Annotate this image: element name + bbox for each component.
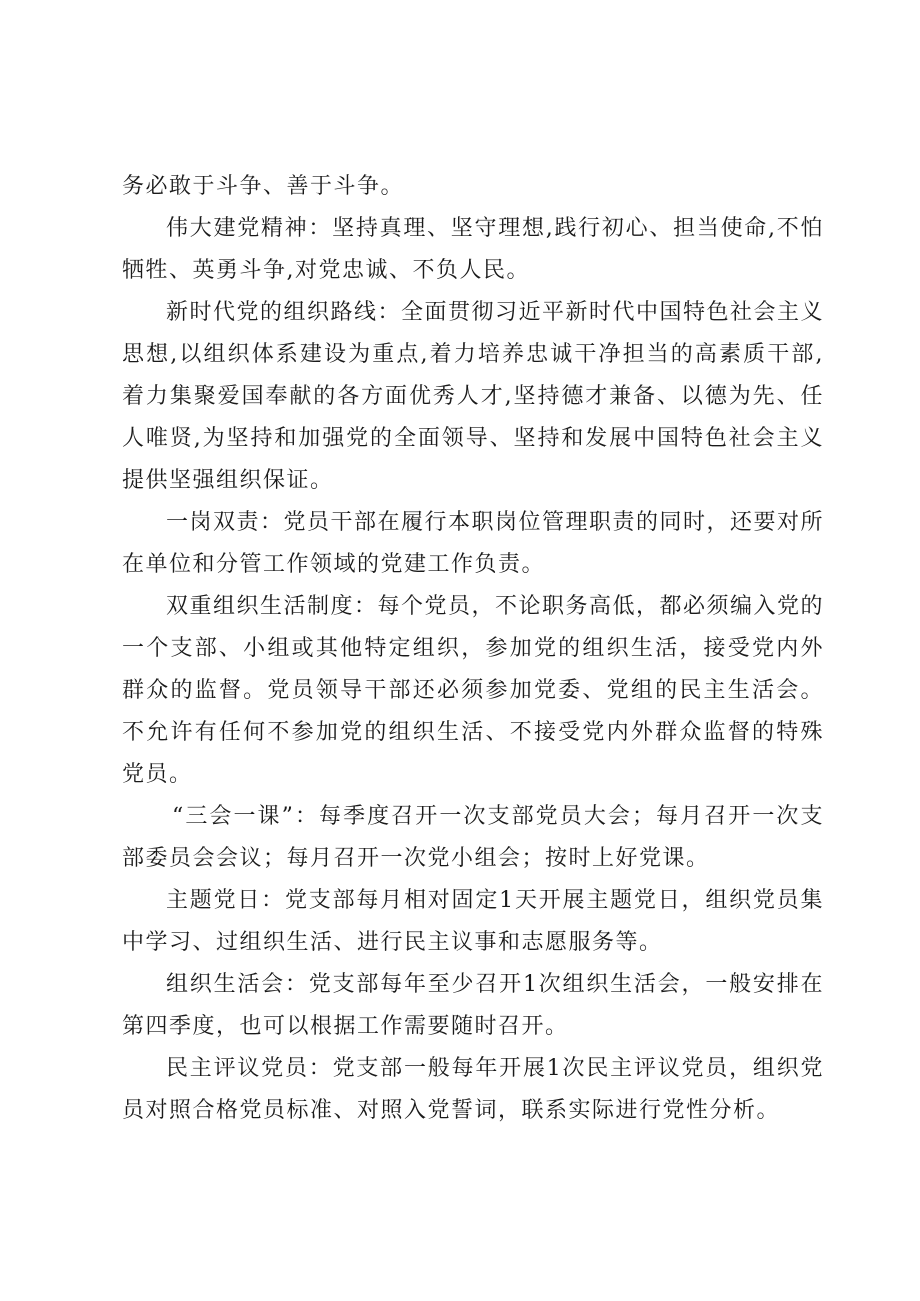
paragraph-dual-responsibility: 一岗双责：党员干部在履行本职岗位管理职责的同时，还要对所在单位和分管工作领域的党建工作负责。 (122, 510, 825, 577)
paragraph-continuation: 务必敢于斗争、善于斗争。 (122, 174, 405, 199)
paragraph-organizational-life-meeting: 组织生活会：党支部每年至少召开1次组织生活会，一般安排在第四季度，也可以根据工作需要随时召开。 (122, 972, 824, 1039)
paragraph-great-party-spirit: 伟大建党精神：坚持真理、坚守理想,践行初心、担当使命,不怕牺牲、英勇斗争,对党忠诚、不负人民。 (122, 216, 824, 283)
paragraph-theme-party-day: 主题党日：党支部每月相对固定1天开展主题党日，组织党员集中学习、过组织生活、进行民主议事和志愿服务等。 (122, 888, 824, 955)
paragraph-democratic-evaluation: 民主评议党员：党支部一般每年开展1次民主评议党员，组织党员对照合格党员标准、对照入党誓词，联系实际进行党性分析。 (122, 1056, 824, 1123)
paragraph-three-meetings-one-lesson: “三会一课”：每季度召开一次支部党员大会；每月召开一次支部委员会会议；每月召开一次党小组会；按时上好党课。 (122, 804, 824, 871)
document-body (122, 166, 824, 1132)
paragraph-organizational-line: 新时代党的组织路线：全面贯彻习近平新时代中国特色社会主义思想,以组织体系建设为重点,着力培养忠诚干净担当的高素质干部,着力集聚爱国奉献的各方面优秀人才,坚持德才兼备、以德为先、任人唯贤,为坚持和加强党的全面领导、坚持和发展中国特色社会主义提供坚强组织保证。 (122, 300, 825, 493)
paragraph-dual-organizational-life: 双重组织生活制度：每个党员，不论职务高低，都必须编入党的一个支部、小组或其他特定组织，参加党的组织生活，接受党内外群众的监督。党员领导干部还必须参加党委、党组的民主生活会。不允许有任何不参加党的组织生活、不接受党内外群众监督的特殊党员。 (122, 594, 825, 787)
